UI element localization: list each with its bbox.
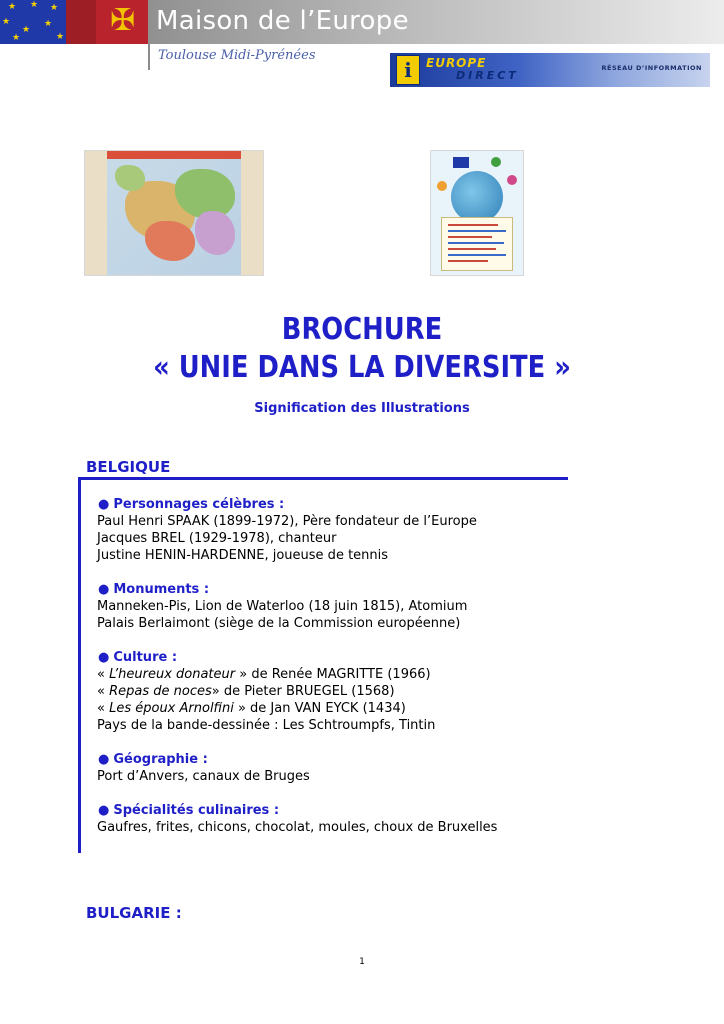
children-globe-illustration: [430, 150, 524, 276]
brochure-theme: « UNIE DANS LA DIVERSITE »: [153, 350, 571, 385]
category-heading-culture: ● Culture :: [98, 650, 178, 665]
list-item: Justine HENIN-HARDENNE, joueuse de tennis: [97, 548, 389, 563]
list-item: Palais Berlaimont (siège de la Commission européenne): [97, 616, 461, 631]
list-item: « Les époux Arnolfini » de Jan VAN EYCK (1434): [97, 701, 406, 716]
site-title: Maison de l’Europe: [156, 6, 409, 36]
brochure-title: BROCHURE: [281, 312, 443, 347]
bullet-icon: ●: [98, 650, 110, 665]
list-item: Jacques BREL (1929-1978), chanteur: [97, 531, 337, 546]
list-item: « L’heureux donateur » de Renée MAGRITTE (1966): [97, 667, 431, 682]
eu-flag-icon: ★ ★ ★ ★ ★ ★ ★ ★: [2, 0, 65, 43]
section-left-rule: [78, 477, 81, 853]
list-item: Paul Henri SPAAK (1899-1972), Père fondateur de l’Europe: [97, 514, 477, 529]
artwork-title: Les époux Arnolfini: [109, 701, 234, 716]
bullet-icon: ●: [98, 803, 110, 818]
section-heading-belgique: BELGIQUE: [86, 458, 171, 476]
artwork-title: L’heureux donateur: [109, 667, 236, 682]
europe-map-illustration: [84, 150, 264, 276]
information-logo-icon: i: [396, 55, 420, 85]
list-item: Manneken-Pis, Lion de Waterloo (18 juin 1815), Atomium: [97, 599, 468, 614]
bullet-icon: ●: [98, 497, 110, 512]
section-heading-bulgarie: BULGARIE :: [86, 904, 182, 922]
list-item: Port d’Anvers, canaux de Bruges: [97, 769, 310, 784]
document-subtitle: Signification des Illustrations: [254, 401, 470, 416]
information-network-label: RÉSEAU D’INFORMATION: [601, 64, 702, 72]
europe-direct-word2: DIRECT: [456, 69, 519, 82]
europe-direct-banner: [390, 53, 710, 87]
section-top-rule: [80, 477, 568, 480]
header-divider: [148, 44, 150, 70]
artwork-title: Repas de noces: [109, 684, 212, 699]
list-item: Pays de la bande-dessinée : Les Schtroumpfs, Tintin: [97, 718, 436, 733]
site-subtitle: Toulouse Midi-Pyrénées: [158, 48, 316, 63]
bullet-icon: ●: [98, 582, 110, 597]
category-heading-specialites: ● Spécialités culinaires :: [98, 803, 280, 818]
page-number: 1: [359, 957, 365, 967]
occitan-cross-icon: ✠: [110, 3, 136, 38]
occitan-flag-icon: [66, 0, 148, 44]
category-heading-geographie: ● Géographie :: [98, 752, 208, 767]
europe-direct-word1: EUROPE: [426, 56, 487, 70]
bullet-icon: ●: [98, 752, 110, 767]
category-heading-personnages: ● Personnages célèbres :: [98, 497, 285, 512]
list-item: « Repas de noces» de Pieter BRUEGEL (1568): [97, 684, 395, 699]
list-item: Gaufres, frites, chicons, chocolat, moules, choux de Bruxelles: [97, 820, 498, 835]
category-heading-monuments: ● Monuments :: [98, 582, 210, 597]
